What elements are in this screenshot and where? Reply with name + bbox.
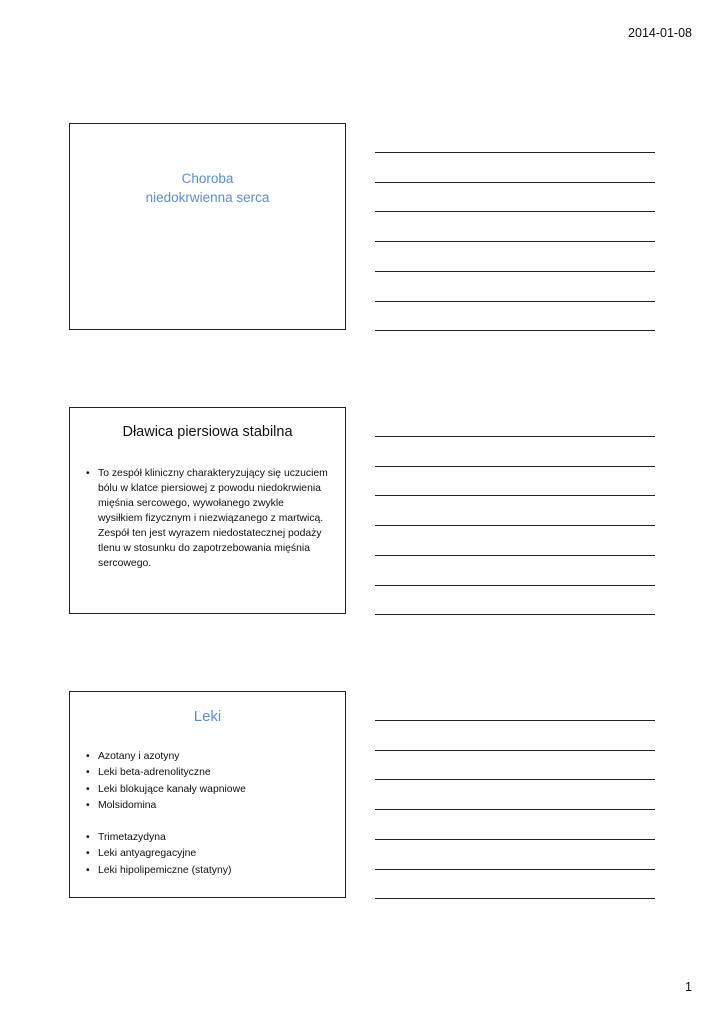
note-line	[375, 585, 655, 586]
slide-1-title-line-1: Choroba	[181, 171, 234, 186]
bullet-text: Leki beta-adrenolityczne	[98, 767, 211, 779]
note-line	[375, 182, 655, 183]
note-line	[375, 720, 655, 721]
slide-3-bullet-list	[86, 749, 331, 879]
slide-3	[69, 691, 346, 898]
note-line	[375, 211, 655, 212]
note-line	[375, 495, 655, 496]
note-line	[375, 436, 655, 437]
note-line	[375, 750, 655, 751]
slide-2	[69, 407, 346, 614]
list-item	[86, 466, 331, 571]
list-item	[86, 846, 331, 862]
document-date: 2014-01-08	[628, 26, 692, 40]
slide-2-bullet-list	[86, 466, 331, 571]
note-line	[375, 525, 655, 526]
bullet-text: Leki blokujące kanały wapniowe	[98, 783, 246, 795]
list-item	[86, 830, 331, 846]
page-number: 1	[685, 980, 692, 994]
slide-1	[69, 123, 346, 330]
bullet-icon: •	[86, 832, 90, 844]
bullet-icon: •	[86, 468, 90, 479]
note-line	[375, 271, 655, 272]
slide-1-title	[70, 169, 345, 207]
note-line	[375, 869, 655, 870]
note-line	[375, 839, 655, 840]
slide-2-title: Dławica piersiowa stabilna	[122, 424, 293, 440]
bullet-text: Leki hipolipemiczne (statyny)	[98, 864, 232, 876]
note-line	[375, 809, 655, 810]
bullet-icon: •	[86, 848, 90, 860]
list-item	[86, 798, 331, 814]
list-spacer	[86, 814, 331, 830]
list-item	[86, 782, 331, 798]
note-line	[375, 241, 655, 242]
slide-1-title-line-2: niedokrwienna serca	[145, 190, 270, 205]
bullet-text: Trimetazydyna	[98, 832, 166, 844]
note-line	[375, 614, 655, 615]
note-line	[375, 555, 655, 556]
list-item	[86, 749, 331, 765]
bullet-icon: •	[86, 864, 90, 876]
list-item	[86, 765, 331, 781]
bullet-text: Azotany i azotyny	[98, 751, 180, 762]
bullet-icon: •	[86, 799, 90, 811]
note-line	[375, 466, 655, 467]
note-line	[375, 779, 655, 780]
bullet-text: To zespół kliniczny charakteryzujący się uczuciem bólu w klatce piersiowej z powodu niedokrwienia mięśnia sercowego, wywołanego zwykle wysiłkiem fizycznym i niezwiązanego z martwicą. Zespół ten jest wyrazem niedostatecznej podaży tlenu w stosunku do zapotrzebowania mięśnia sercowego.	[98, 468, 328, 569]
bullet-icon: •	[86, 783, 90, 795]
note-line	[375, 152, 655, 153]
bullet-text: Molsidomina	[98, 799, 157, 811]
note-line	[375, 330, 655, 331]
list-item	[86, 863, 331, 879]
bullet-text: Leki antyagregacyjne	[98, 848, 197, 860]
bullet-icon: •	[86, 751, 90, 762]
bullet-icon: •	[86, 767, 90, 779]
note-line	[375, 898, 655, 899]
slide-3-title: Leki	[193, 708, 222, 725]
note-line	[375, 301, 655, 302]
